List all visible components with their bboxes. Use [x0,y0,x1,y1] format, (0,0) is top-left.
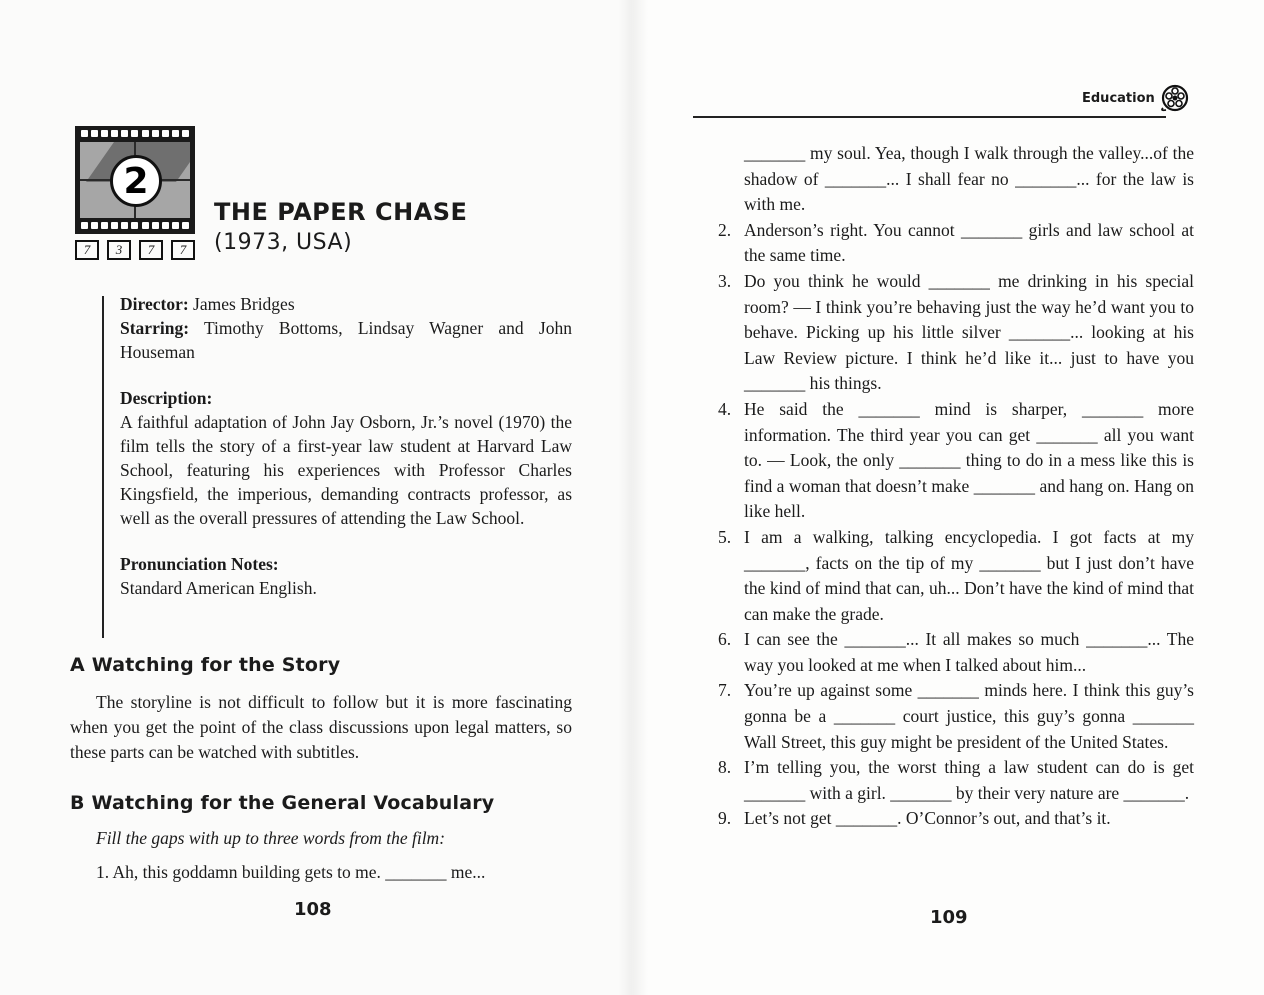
question-number: 9. [718,808,732,829]
question-text: Anderson’s right. You cannot _______ girls and law school at the same time. [744,219,1194,266]
question-text: I’m telling you, the worst thing a law student can do is get _______ with a girl. _______ by their very nature are _______. [744,757,1194,803]
director-value: James Bridges [193,294,295,314]
question-continued [712,141,1194,218]
question-text: He said the _______ mind is sharper, _______ more information. The third year you can get _______ all you want to. — Look, the only _______ thing to do in a mess like this is find a woman that doesn’t make _______ and hang on. Hang on like hell. [744,398,1194,522]
exercise-instruction: Fill the gaps with up to three words from the film: [96,828,446,848]
movie-year: (1973, USA) [214,230,353,255]
question-text: Ah, this goddamn building gets to me. _______ me... [112,862,486,882]
question-number: 8. [718,757,732,778]
question-6 [712,627,1194,678]
question-number: 5. [718,526,732,547]
question-4 [712,397,1194,525]
director-label: Director: [120,294,189,314]
pronunciation-label: Pronunciation Notes: [120,554,279,574]
question-number: 7. [718,680,732,701]
film-strip [75,126,195,234]
question-number: 2. [718,219,732,240]
question-text: I can see the _______... It all makes so much _______... The way you looked at me when I talked about him... [744,629,1194,675]
film-info-block [120,292,572,600]
countdown-box: 7 [171,240,195,260]
question-8 [712,755,1194,806]
question-2 [712,218,1194,269]
page-number-left: 108 [294,899,332,920]
chapter-number: 2 [110,155,162,207]
section-a-body: The storyline is not difficult to follow but it is more fascinating when you get the point of the class discussions upon legal matters, so these parts can be watched with subtitles. [70,692,572,762]
question-3 [712,269,1194,397]
section-a-heading: A Watching for the Story [70,654,341,676]
question-1 [96,862,485,883]
page-number-right: 109 [930,907,968,928]
question-list [712,141,1194,832]
director-line [120,292,572,316]
starring-line [120,316,572,364]
question-7 [712,678,1194,755]
description-label-line [120,386,572,410]
film-frame [80,142,190,218]
description-label: Description: [120,388,213,408]
starring-label: Starring: [120,318,190,338]
film-frame-icon [75,126,195,264]
question-number: 3. [718,270,732,291]
question-text: _______ my soul. Yea, though I walk through the valley...of the shadow of _______... I shall fear no _______... for the law is with me. [744,143,1194,215]
countdown-box: 3 [107,240,131,260]
movie-title: THE PAPER CHASE [214,198,468,226]
film-reel-icon [1160,83,1190,113]
countdown-box: 7 [139,240,163,260]
question-number: 6. [718,629,732,650]
starring-value: Timothy Bottoms, Lindsay Wagner and John Houseman [120,318,572,362]
countdown-boxes [75,240,195,262]
countdown-box: 7 [75,240,99,260]
pronunciation-label-line [120,552,572,576]
header-rule [693,116,1166,118]
section-b-heading: B Watching for the General Vocabulary [70,792,495,814]
description-text: A faithful adaptation of John Jay Osborn, Jr.’s novel (1970) the film tells the story of a first-year law student at Harvard Law School, featuring his experiences with Professor Charles Kingsfield, the imperious, demanding contracts professor, as well as the overall pressures of attending the Law School. [120,412,572,528]
question-number: 1. [96,862,110,882]
question-9 [712,806,1194,832]
sprocket-holes-top [81,130,189,138]
info-side-rule [102,296,104,638]
question-text: I am a walking, talking encyclopedia. I got facts at my _______, facts on the tip of my _______ but I just don’t have the kind of mind that can, uh... Don’t have the kind of mind that can make the grade. [744,526,1194,624]
question-text: You’re up against some _______ minds here. I think this guy’s gonna be a _______ court justice, this guy’s gonna _______ Wall Street, this guy might be president of the United States. [744,680,1194,752]
sprocket-holes-bottom [81,222,189,230]
question-text: Let’s not get _______. O’Connor’s out, and that’s it. [744,808,1111,829]
question-5 [712,525,1194,627]
question-text: Do you think he would _______ me drinking in his special room? — I think you’re behaving just the way he’d want you to behave. Picking up his little silver _______... looking at his Law Review picture. I think he’d like it... just to have you _______ his things. [744,270,1194,394]
pronunciation-text: Standard American English. [120,578,317,598]
question-number: 4. [718,398,732,419]
running-head: Education [1082,91,1155,106]
book-gutter [618,0,648,995]
